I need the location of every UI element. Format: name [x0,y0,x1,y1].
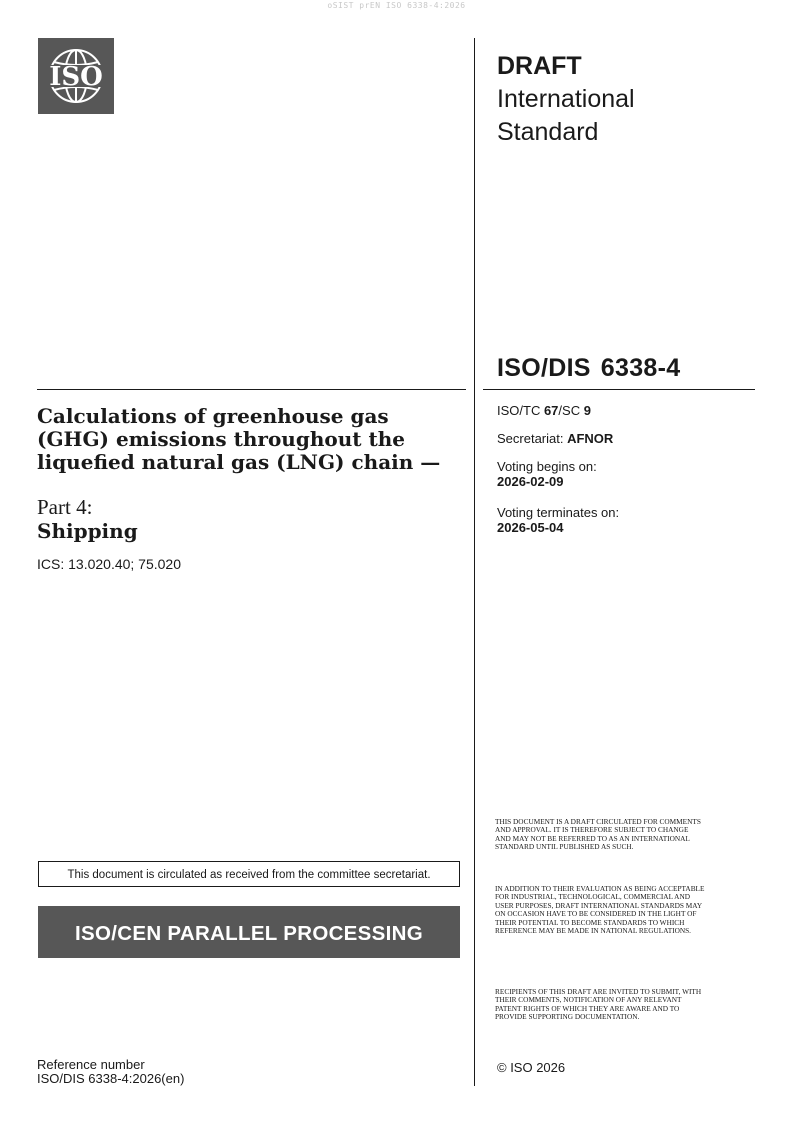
committee-line: ISO/TC 67/SC 9 [497,403,591,418]
draft-notice-1: THIS DOCUMENT IS A DRAFT CIRCULATED FOR COMMENTS AND APPROVAL. IT IS THEREFORE SUBJECT TO CHANGE AND MAY NOT BE REFERRED TO AS AN INTERNATIONAL STANDARD UNTIL PUBLISHED AS SUCH. [495,817,701,852]
parallel-processing-banner: ISO/CEN PARALLEL PROCESSING [38,906,460,958]
voting-terminates: Voting terminates on: 2026-05-04 [497,505,620,535]
reference-label: Reference number [37,1057,145,1072]
voting-terminates-date: 2026-05-04 [497,520,564,535]
draft-notice-2: IN ADDITION TO THEIR EVALUATION AS BEING ACCEPTABLE FOR INDUSTRIAL, TECHNOLOGICAL, COMMERCIAL AND USER PURPOSES, DRAFT INTERNATIONAL STANDARDS MAY ON OCCASION HAVE TO BE CONSIDERED IN THE LIGHT OF THEIR POTENTIAL TO BECOME STANDARDS TO WHICH REFERENCE MAY BE MADE IN NATIONAL REGULATIONS. [495,884,705,936]
part-heading [37,495,138,543]
document-number [497,354,680,383]
copyright: © ISO 2026 [497,1060,566,1075]
secretariat-value: AFNOR [567,431,614,446]
document-number-prefix: ISO/DIS [497,354,591,382]
left-divider [37,389,466,390]
tc-number: 67 [543,403,559,418]
right-divider [483,389,755,390]
status-line-1: DRAFT [497,52,582,80]
globe-icon [38,38,114,114]
reference-number [37,1058,184,1086]
ics-codes: ICS: 13.020.40; 75.020 [37,556,181,572]
vertical-divider [474,38,475,1086]
draft-notice-3: RECIPIENTS OF THIS DRAFT ARE INVITED TO SUBMIT, WITH THEIR COMMENTS, NOTIFICATION OF ANY RELEVANT PATENT RIGHTS OF WHICH THEY ARE AWARE AND TO PROVIDE SUPPORTING DOCUMENTATION. [495,987,702,1022]
status-line-3: Standard [497,118,599,146]
part-label: Part 4: [37,495,93,519]
document-title: Calculations of greenhouse gas (GHG) emissions throughout the liquefied natural gas (LNG) chain — [37,404,441,474]
logo-text: ISO [49,62,103,92]
document-number-value: 6338-4 [600,354,681,382]
secretariat-line: Secretariat: AFNOR [497,431,614,446]
voting-begins-date: 2026-02-09 [497,474,564,489]
iso-logo [38,38,114,114]
watermark: oSIST prEN ISO 6338-4:2026 [327,1,466,10]
part-subtitle: Shipping [37,519,138,543]
status-line-2: International [497,85,635,113]
voting-begins: Voting begins on: 2026-02-09 [497,459,597,489]
circulation-note: This document is circulated as received from the committee secretariat. [38,861,460,887]
sc-number: 9 [583,403,591,418]
document-status [497,50,635,149]
reference-value: ISO/DIS 6338-4:2026(en) [37,1071,185,1086]
